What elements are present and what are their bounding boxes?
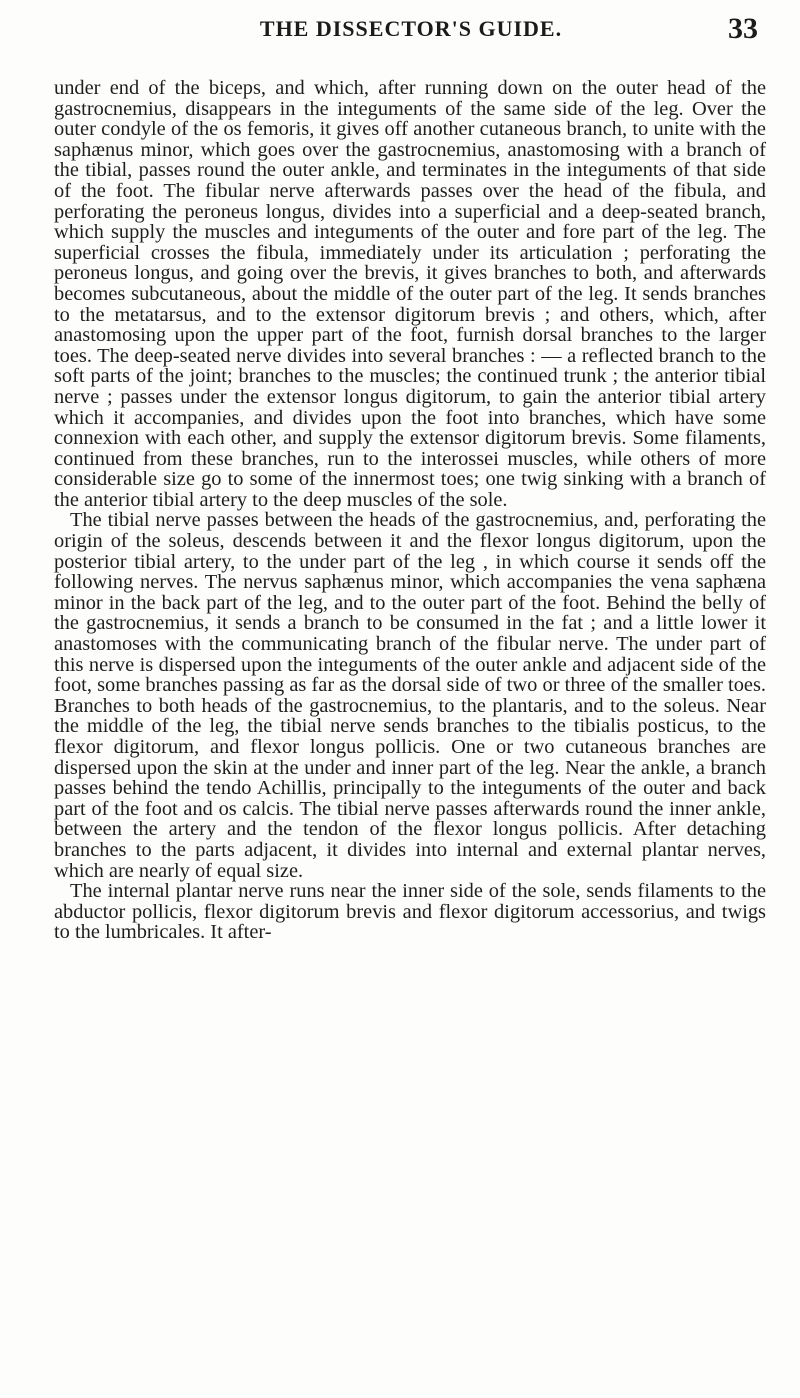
body-text bbox=[54, 78, 766, 943]
paragraph-tibial-nerve: The tibial nerve passes between the heads of the gastrocnemius, and, perforating the origin of the soleus, descends between it and the flexor longus digitorum, upon the posterior tibial artery, to the under part of the leg , in which course it sends off the following nerves. The nervus saphænus minor, which accompanies the vena saphæna minor in the back part of the leg, and to the outer part of the foot. Behind the belly of the gastrocnemius, it sends a branch to be consumed in the fat ; and a little lower it anastomoses with the communicating branch of the fibular nerve. The under part of this nerve is dispersed upon the integuments of the outer ankle and adjacent side of the foot, some branches passing as far as the dorsal side of two or three of the smaller toes. Branches to both heads of the gastrocnemius, to the plantaris, and to the soleus. Near the middle of the leg, the tibial nerve sends branches to the tibialis posticus, to the flexor digitorum, and flexor longus pollicis. One or two cutaneous branches are dispersed upon the skin at the under and inner part of the leg. Near the ankle, a branch passes behind the tendo Achillis, principally to the integuments of the outer and back part of the foot and os calcis. The tibial nerve passes afterwards round the inner ankle, between the artery and the tendon of the flexor longus pollicis. After detaching branches to the parts adjacent, it divides into internal and external plantar nerves, which are nearly of equal size. bbox=[54, 509, 766, 882]
running-title: THE DISSECTOR'S GUIDE. bbox=[259, 16, 563, 41]
running-head bbox=[52, 12, 770, 46]
page-number: 33 bbox=[728, 12, 758, 45]
paragraph-internal-plantar-nerve: The internal plantar nerve runs near the inner side of the sole, sends filaments to the abductor pollicis, flexor digitorum brevis and flexor digitorum accessorius, and twigs to the lumbricales. It after- bbox=[54, 880, 766, 944]
paragraph-fibular-nerve: under end of the biceps, and which, after running down on the outer head of the gastrocnemius, disappears in the integuments of the same side of the leg. Over the outer condyle of the os femoris, it gives off another cutaneous branch, to unite with the saphænus minor, which goes over the gastrocnemius, anastomosing with a branch of the tibial, passes round the outer ankle, and terminates in the integuments of that side of the foot. The fibular nerve afterwards passes over the head of the fibula, and perforating the peroneus longus, divides into a superficial and a deep-seated branch, which supply the muscles and integuments of the outer and fore part of the leg. The superficial crosses the fibula, immediately under its articulation ; perforating the peroneus longus, and going over the brevis, it gives branches to both, and afterwards becomes subcutaneous, about the middle of the outer part of the leg. It sends branches to the metatarsus, and to the extensor digitorum brevis ; and others, which, after anastomosing upon the upper part of the foot, furnish dorsal branches to the larger toes. The deep-seated nerve divides into several branches : — a reflected branch to the soft parts of the joint; branches to the muscles; the continued trunk ; the anterior tibial nerve ; passes under the extensor longus digitorum, to gain the anterior tibial artery which it accompanies, and divides upon the foot into branches, which have some connexion with each other, and supply the extensor digitorum brevis. Some filaments, continued from these branches, run to the interossei muscles, while others of more considerable size go to some of the innermost toes; one twig sinking with a branch of the anterior tibial artery to the deep muscles of the sole. bbox=[54, 77, 766, 511]
